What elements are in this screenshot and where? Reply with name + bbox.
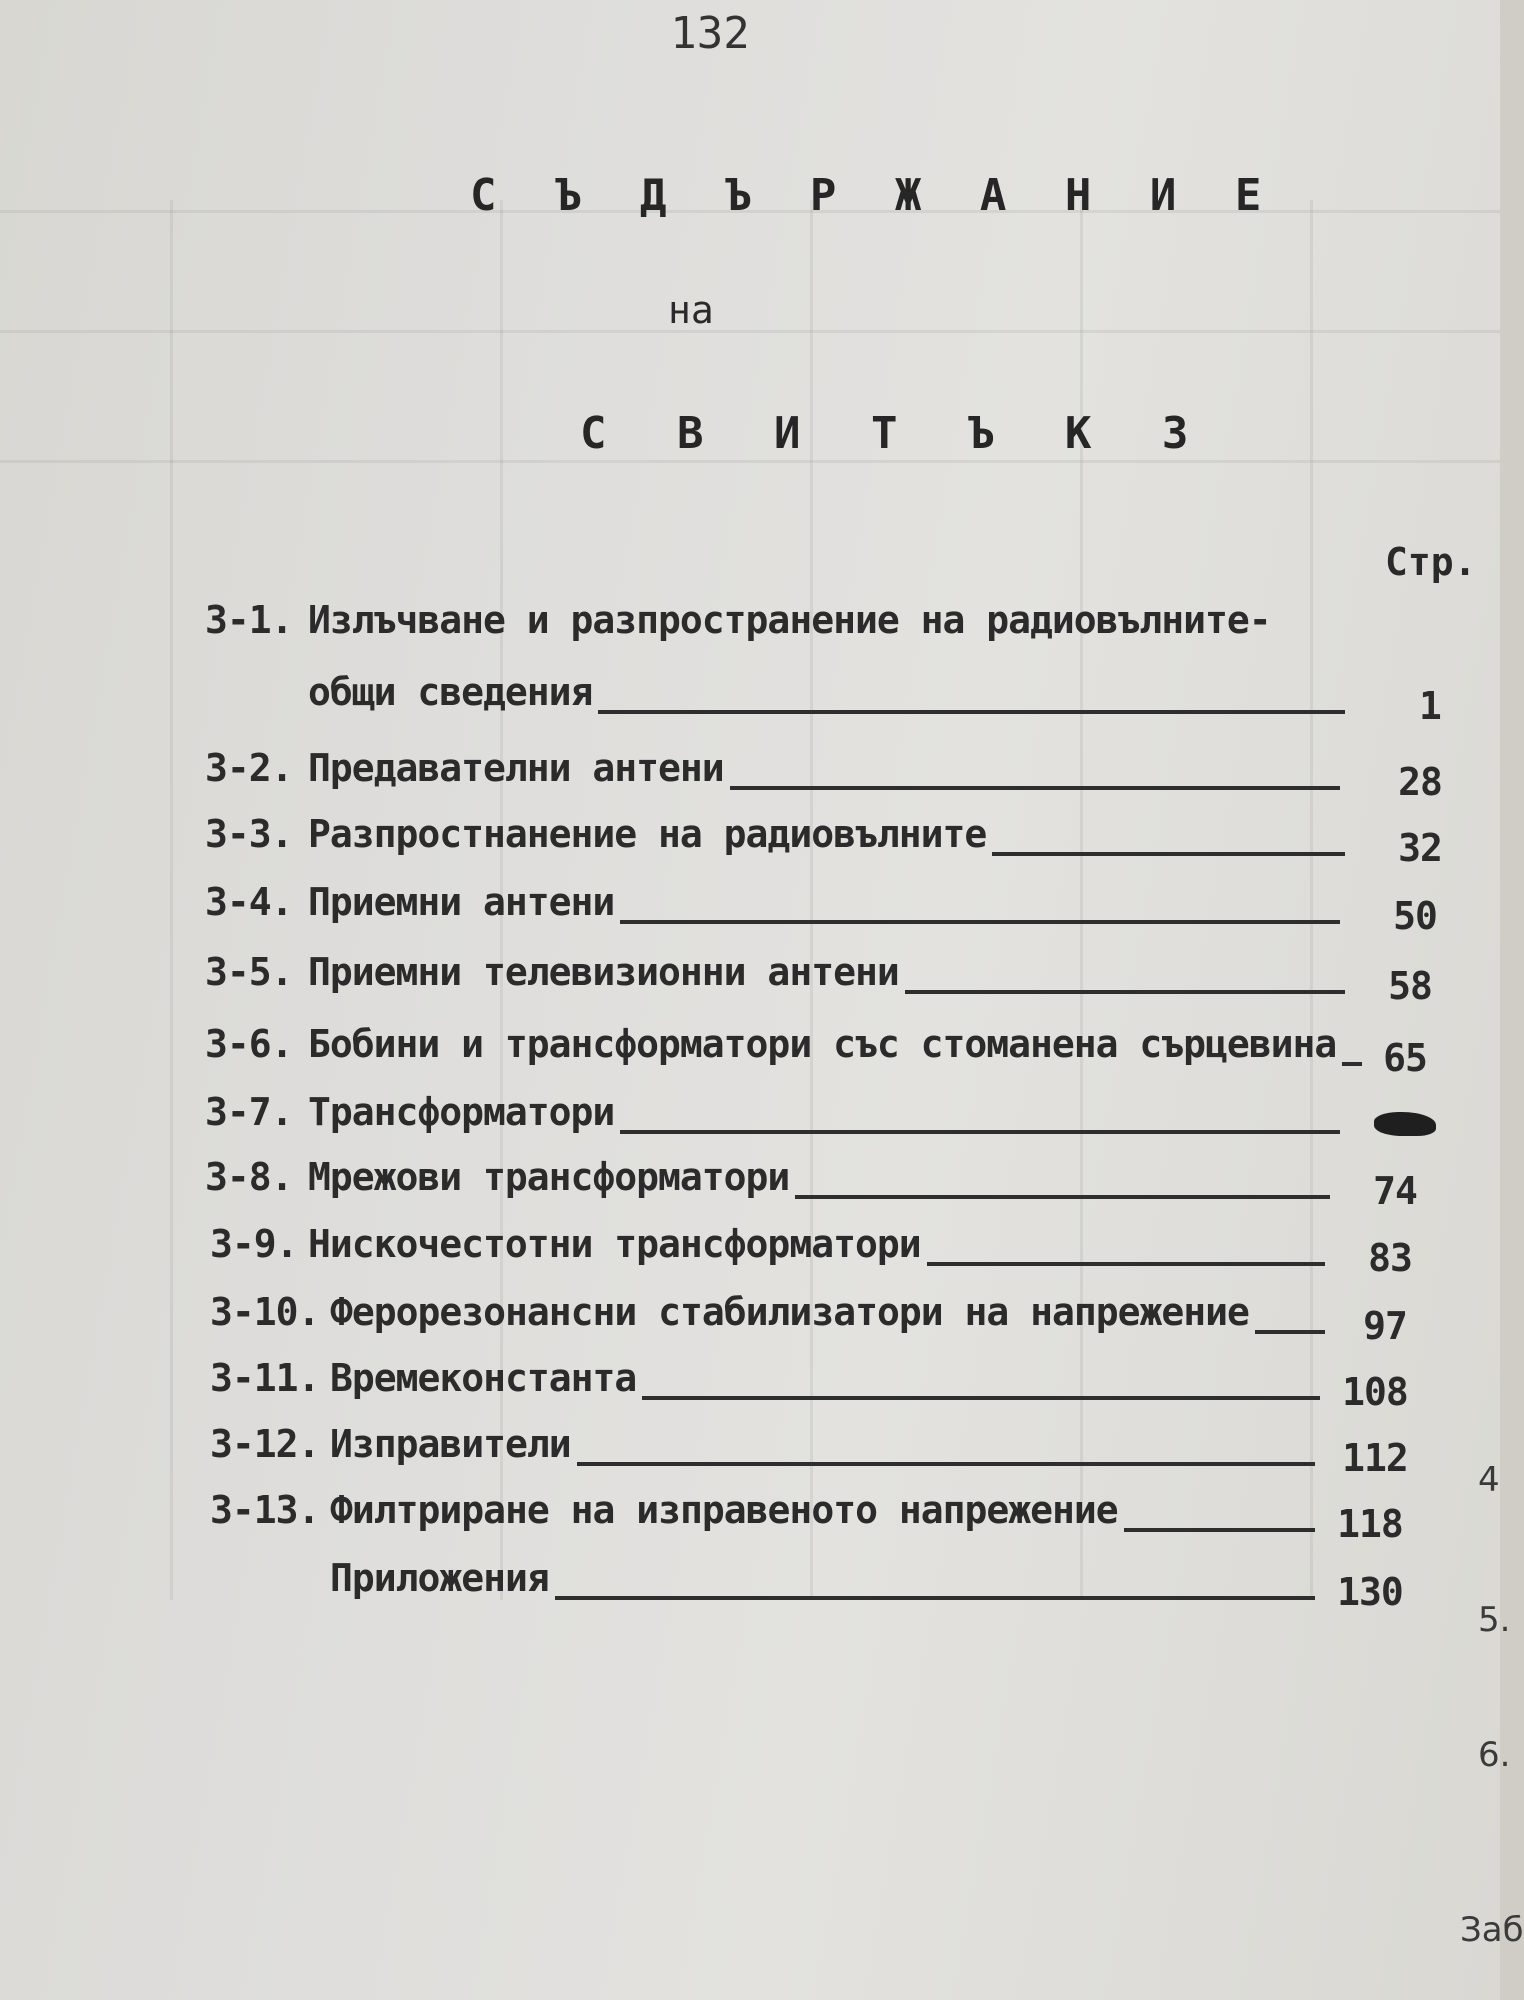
toc-entry bbox=[0, 1422, 1500, 1482]
toc-entry bbox=[0, 1290, 1500, 1350]
page-title: С Ъ Д Ъ Р Ж А Н И Е bbox=[470, 170, 1278, 221]
toc-entry-number: 3-10. bbox=[210, 1290, 320, 1334]
toc-entry-number: 3-4. bbox=[205, 880, 293, 924]
toc-entry bbox=[0, 1155, 1500, 1215]
toc-entry-title: Филтриране на изправеното напрежение bbox=[330, 1488, 1118, 1532]
toc-entry bbox=[0, 1222, 1500, 1282]
toc-entry bbox=[0, 598, 1500, 658]
title-connector: на bbox=[668, 288, 714, 332]
ink-blot bbox=[1374, 1112, 1436, 1136]
edge-mark: 4 bbox=[1478, 1460, 1500, 1500]
toc-entry-title: Трансформатори bbox=[308, 1090, 615, 1134]
toc-entry-title: Мрежови трансформатори bbox=[308, 1155, 790, 1199]
toc-entry bbox=[0, 1022, 1500, 1082]
toc-entry-number: 3-1. bbox=[205, 598, 293, 642]
toc-entry-page: 50 bbox=[1393, 894, 1437, 938]
toc-entry-number: 3-6. bbox=[205, 1022, 293, 1066]
toc-entry-number: 3-9. bbox=[210, 1222, 298, 1266]
toc-entry-number: 3-3. bbox=[205, 812, 293, 856]
toc-leader-line bbox=[577, 1462, 1315, 1466]
toc-entry-page: 58 bbox=[1388, 964, 1432, 1008]
toc-entry-title: Приложения bbox=[330, 1556, 549, 1600]
toc-entry bbox=[0, 950, 1500, 1010]
edge-mark: Заб bbox=[1460, 1910, 1524, 1950]
edge-mark: 6. bbox=[1478, 1735, 1511, 1775]
toc-leader-line bbox=[927, 1262, 1325, 1266]
show-through-line bbox=[0, 460, 1500, 463]
toc-entry-number: 3-7. bbox=[205, 1090, 293, 1134]
toc-entry-title: Изправители bbox=[330, 1422, 571, 1466]
toc-entry-title: Времеконстанта bbox=[330, 1356, 637, 1400]
toc-entry-title: Излъчване и разпространение на радиовълните- bbox=[308, 598, 1271, 642]
toc-leader-line bbox=[730, 786, 1340, 790]
toc-leader-line bbox=[1342, 1062, 1362, 1066]
toc-entry-title: Ферорезонансни стабилизатори на напрежение bbox=[330, 1290, 1249, 1334]
toc-leader-line bbox=[795, 1195, 1330, 1199]
toc-entry-page: 28 bbox=[1398, 760, 1442, 804]
toc-entry-page: 118 bbox=[1337, 1502, 1403, 1546]
page-subtitle: С В И Т Ъ К 3 bbox=[580, 408, 1211, 459]
toc-entry-title: Разпростнанение на радиовълните bbox=[308, 812, 987, 856]
toc-leader-line bbox=[598, 710, 1345, 714]
toc-entry bbox=[0, 1556, 1500, 1616]
toc-entry-number: 3-13. bbox=[210, 1488, 320, 1532]
toc-entry-title: Предавателни антени bbox=[308, 746, 724, 790]
toc-leader-line bbox=[642, 1396, 1320, 1400]
toc-leader-line bbox=[905, 990, 1345, 994]
toc-entry-page: 32 bbox=[1398, 826, 1442, 870]
toc-entry bbox=[0, 880, 1500, 940]
page-number: 132 bbox=[670, 8, 750, 59]
toc-entry-number: 3-11. bbox=[210, 1356, 320, 1400]
toc-entry bbox=[0, 746, 1500, 806]
toc-entry-number: 3-8. bbox=[205, 1155, 293, 1199]
toc-leader-line bbox=[992, 852, 1345, 856]
toc-leader-line bbox=[620, 920, 1340, 924]
toc-entry-number: 3-2. bbox=[205, 746, 293, 790]
toc-entry-page: 74 bbox=[1373, 1169, 1417, 1213]
toc-entry-title: общи сведения bbox=[308, 670, 593, 714]
toc-entry-page: 130 bbox=[1337, 1570, 1403, 1614]
toc-leader-line bbox=[620, 1130, 1340, 1134]
show-through-line bbox=[0, 330, 1500, 333]
toc-leader-line bbox=[1124, 1528, 1315, 1532]
toc-entry-page: 65 bbox=[1383, 1036, 1427, 1080]
toc-entry-number: 3-5. bbox=[205, 950, 293, 994]
toc-entry-title: Приемни телевизионни антени bbox=[308, 950, 899, 994]
toc-leader-line bbox=[1255, 1330, 1325, 1334]
page-column-header: Стр. bbox=[1385, 540, 1477, 584]
toc-entry-title: Бобини и трансформатори със стоманена сърцевина bbox=[308, 1022, 1337, 1066]
toc-entry-page: 97 bbox=[1363, 1304, 1407, 1348]
toc-entry-page: 83 bbox=[1368, 1236, 1412, 1280]
toc-entry-page: 1 bbox=[1419, 684, 1441, 728]
toc-entry bbox=[0, 1488, 1500, 1548]
toc-leader-line bbox=[555, 1596, 1315, 1600]
edge-mark: 5. bbox=[1478, 1600, 1511, 1640]
toc-entry-title: Приемни антени bbox=[308, 880, 615, 924]
toc-entry-title: Нискочестотни трансформатори bbox=[308, 1222, 921, 1266]
toc-entry bbox=[0, 1356, 1500, 1416]
toc-entry-page: 108 bbox=[1342, 1370, 1408, 1414]
toc-entry-page: 112 bbox=[1342, 1436, 1408, 1480]
toc-entry bbox=[0, 670, 1500, 730]
toc-entry-number: 3-12. bbox=[210, 1422, 320, 1466]
toc-entry bbox=[0, 812, 1500, 872]
toc-entry bbox=[0, 1090, 1500, 1150]
